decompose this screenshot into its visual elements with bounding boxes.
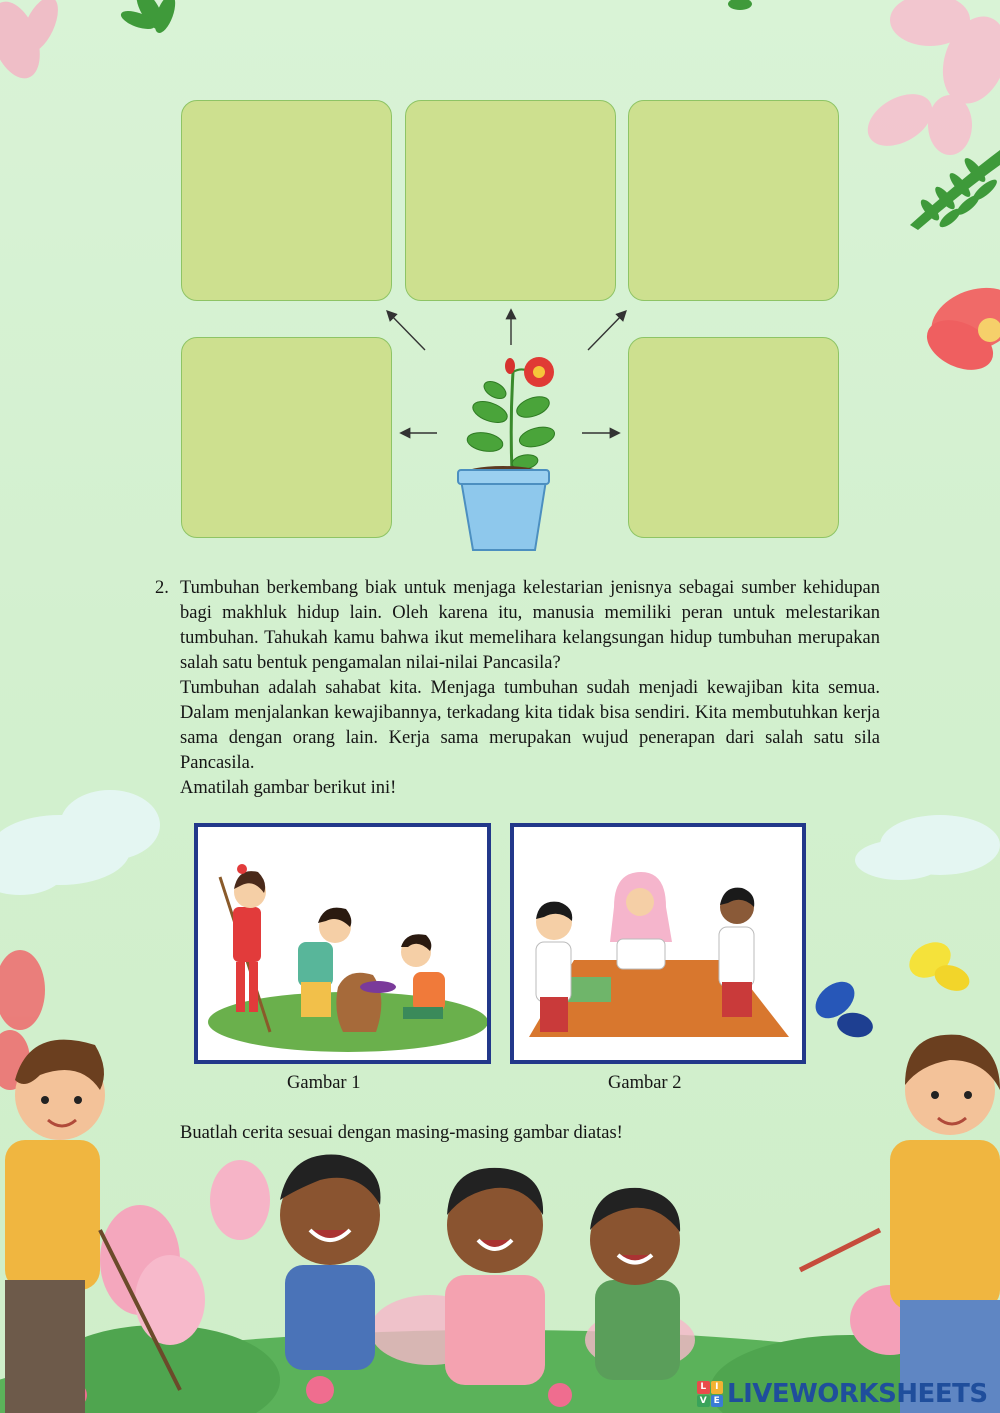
liveworksheets-logo bbox=[697, 1379, 988, 1409]
liveworksheets-brand-name: LIVEWORKSHEETS bbox=[727, 1379, 988, 1409]
question-number: 2. bbox=[155, 578, 169, 598]
arrow-top-right bbox=[588, 312, 625, 350]
figure-2-image bbox=[514, 827, 802, 1060]
potted-plant-image bbox=[455, 352, 565, 557]
logo-letter-i: I bbox=[711, 1381, 724, 1394]
question-paragraph-3: Amatilah gambar berikut ini! bbox=[180, 778, 397, 798]
figure-2-frame bbox=[510, 823, 806, 1064]
figure-1-image bbox=[198, 827, 487, 1060]
figure-2-caption: Gambar 2 bbox=[608, 1073, 682, 1093]
logo-letter-v: V bbox=[697, 1395, 710, 1408]
figure-1-caption: Gambar 1 bbox=[287, 1073, 361, 1093]
logo-letter-e: E bbox=[711, 1395, 724, 1408]
logo-letter-l: L bbox=[697, 1381, 710, 1394]
figure-1-frame bbox=[194, 823, 491, 1064]
question-2 bbox=[155, 576, 880, 801]
question-paragraph-1: Tumbuhan berkembang biak untuk menjaga kelestarian jenisnya sebagai sumber kehidupan bagi makhluk hidup lain. Oleh karena itu, manusia memiliki peran untuk melestarikan tumbuhan. Tahukah kamu bahwa ikut memelihara kelangsungan hidup tumbuhan merupakan salah satu bentuk pengamalan nilai-nilai Pancasila? bbox=[180, 578, 880, 673]
question-paragraph-2: Tumbuhan adalah sahabat kita. Menjaga tumbuhan sudah menjadi kewajiban kita semua. Dalam menjalankan kewajibannya, terkadang kita tidak bisa sendiri. Kita membutuhkan kerja sama dengan orang lain. Kerja sama merupakan wujud penerapan dari salah satu sila Pancasila. bbox=[180, 678, 880, 773]
instruction-text: Buatlah cerita sesuai dengan masing-masing gambar diatas! bbox=[180, 1123, 623, 1143]
liveworksheets-logo-icon bbox=[697, 1381, 723, 1407]
arrow-top-left bbox=[388, 312, 425, 350]
